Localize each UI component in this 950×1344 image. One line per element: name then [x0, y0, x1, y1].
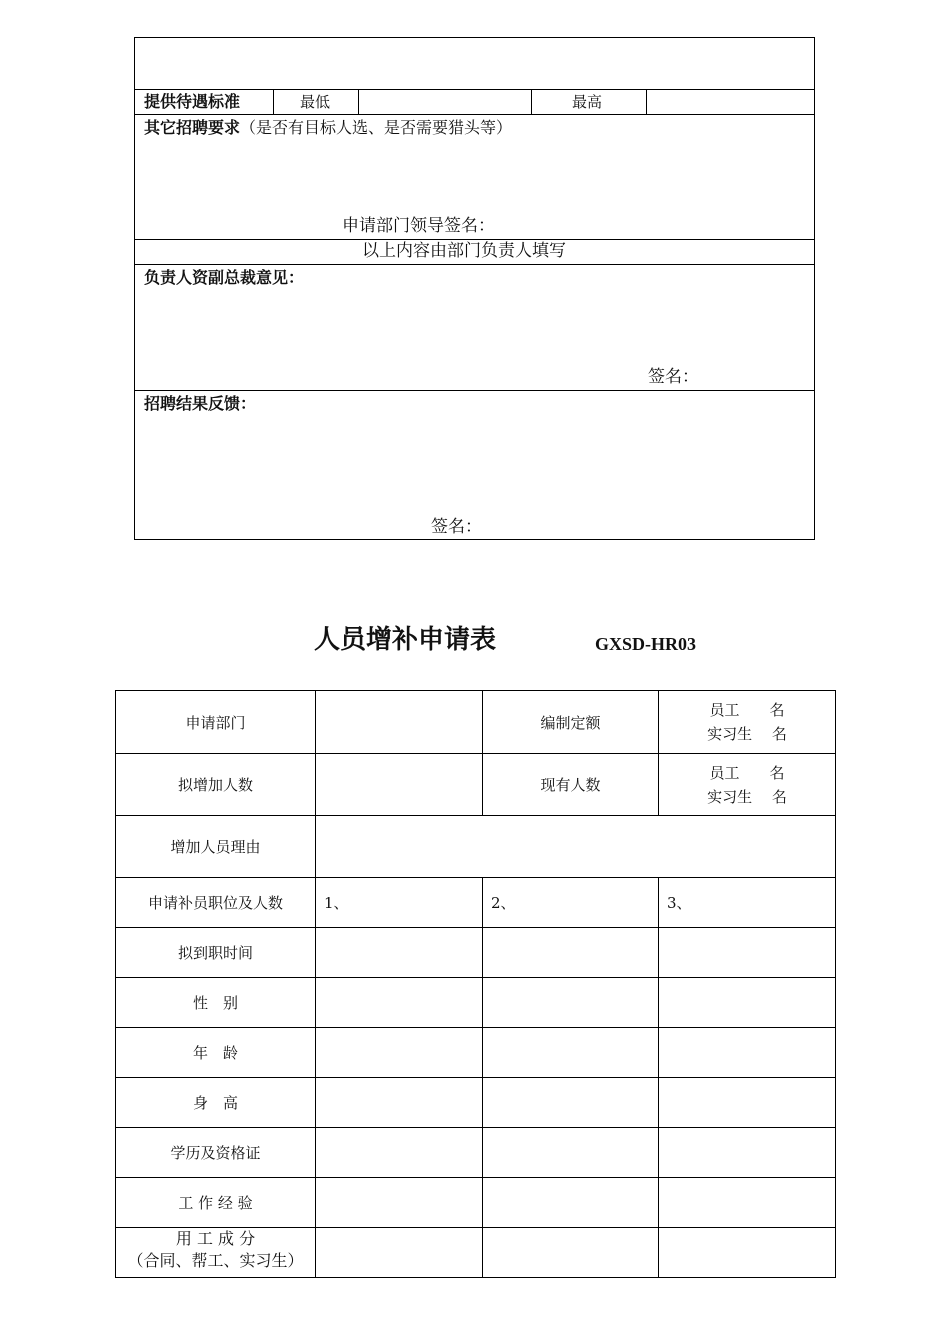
- staff-request-table: [115, 690, 836, 1278]
- row-divider: [135, 264, 814, 265]
- reason-label: 增加人员理由: [116, 816, 316, 878]
- age-field-1[interactable]: [316, 1028, 483, 1078]
- table-row: [116, 754, 836, 816]
- table-row: [116, 691, 836, 754]
- current-count-field[interactable]: [659, 754, 836, 816]
- quota-label: 编制定额: [483, 691, 659, 754]
- hr-vp-signature: 签名：: [648, 367, 699, 387]
- table-row: [116, 1078, 836, 1128]
- gender-field-1[interactable]: [316, 978, 483, 1028]
- feedback-label: 招聘结果反馈：: [144, 394, 257, 413]
- row-divider: [135, 89, 814, 90]
- employment-type-label-text: [116, 1228, 315, 1277]
- row-divider: [135, 114, 814, 115]
- onboard-date-field-1[interactable]: [316, 928, 483, 978]
- table-row: [116, 878, 836, 928]
- employment-type-field-3[interactable]: [659, 1228, 836, 1278]
- add-count-label: 拟增加人数: [116, 754, 316, 816]
- form-title: 人员增补申请表: [314, 625, 497, 655]
- table-row: [116, 1028, 836, 1078]
- col-divider: [531, 89, 532, 114]
- col-divider: [358, 89, 359, 114]
- employment-type-label-line2: （合同、帮工、实习生）: [127, 1251, 304, 1270]
- education-field-2[interactable]: [483, 1128, 659, 1178]
- current-count-label: 现有人数: [483, 754, 659, 816]
- form-code: GXSD-HR03: [595, 634, 697, 654]
- age-field-3[interactable]: [659, 1028, 836, 1078]
- other-requirements: [144, 118, 512, 138]
- education-field-3[interactable]: [659, 1128, 836, 1178]
- education-field-1[interactable]: [316, 1128, 483, 1178]
- gender-label: 性 别: [116, 978, 316, 1028]
- feedback-signature: 签名：: [431, 517, 482, 537]
- employment-type-label: [116, 1228, 316, 1278]
- onboard-date-field-3[interactable]: [659, 928, 836, 978]
- salary-max-label: 最高: [572, 93, 603, 111]
- quota-intern: 实习生 名: [707, 725, 787, 743]
- table-row: [116, 1228, 836, 1278]
- position-3-field[interactable]: 3、: [659, 878, 836, 928]
- position-1-field[interactable]: 1、: [316, 878, 483, 928]
- current-intern: 实习生 名: [707, 787, 787, 806]
- employment-type-field-2[interactable]: [483, 1228, 659, 1278]
- experience-field-2[interactable]: [483, 1178, 659, 1228]
- position-2-field[interactable]: 2、: [483, 878, 659, 928]
- positions-label: 申请补员职位及人数: [116, 878, 316, 928]
- height-field-3[interactable]: [659, 1078, 836, 1128]
- col-divider: [273, 89, 274, 114]
- row-divider: [135, 239, 814, 240]
- height-field-1[interactable]: [316, 1078, 483, 1128]
- onboard-date-field-2[interactable]: [483, 928, 659, 978]
- hr-vp-opinion-label: 负责人资副总裁意见：: [144, 268, 305, 287]
- experience-field-3[interactable]: [659, 1178, 836, 1228]
- height-label: 身 高: [116, 1078, 316, 1128]
- row-divider: [135, 390, 814, 391]
- age-label: 年 龄: [116, 1028, 316, 1078]
- apply-dept-label: 申请部门: [116, 691, 316, 754]
- gender-field-2[interactable]: [483, 978, 659, 1028]
- table-row: [116, 928, 836, 978]
- recruit-form-continued: [134, 37, 815, 540]
- table-row: [116, 978, 836, 1028]
- filled-by-note: 以上内容由部门负责人填写: [362, 241, 566, 261]
- age-field-2[interactable]: [483, 1028, 659, 1078]
- col-divider: [646, 89, 647, 114]
- add-count-field[interactable]: [316, 754, 483, 816]
- experience-field-1[interactable]: [316, 1178, 483, 1228]
- table-row: [116, 1128, 836, 1178]
- other-requirements-note: （是否有目标人选、是否需要猎头等）: [240, 118, 513, 137]
- employment-type-label-line1: 用 工 成 分: [175, 1229, 256, 1248]
- reason-field[interactable]: [316, 816, 836, 878]
- experience-label: 工 作 经 验: [116, 1178, 316, 1228]
- apply-dept-field[interactable]: [316, 691, 483, 754]
- form-title-bar: [0, 622, 950, 662]
- onboard-date-label: 拟到职时间: [116, 928, 316, 978]
- education-label: 学历及资格证: [116, 1128, 316, 1178]
- height-field-2[interactable]: [483, 1078, 659, 1128]
- quota-field[interactable]: [659, 691, 836, 754]
- dept-leader-signature: 申请部门领导签名：: [342, 216, 495, 236]
- table-row: [116, 816, 836, 878]
- current-staff: 员工 名: [709, 763, 785, 782]
- gender-field-3[interactable]: [659, 978, 836, 1028]
- salary-standard-label: 提供待遇标准: [144, 92, 241, 111]
- employment-type-field-1[interactable]: [316, 1228, 483, 1278]
- quota-staff: 员工 名: [709, 701, 785, 719]
- other-requirements-label: 其它招聘要求: [144, 118, 241, 137]
- salary-min-label: 最低: [300, 93, 331, 111]
- table-row: [116, 1178, 836, 1228]
